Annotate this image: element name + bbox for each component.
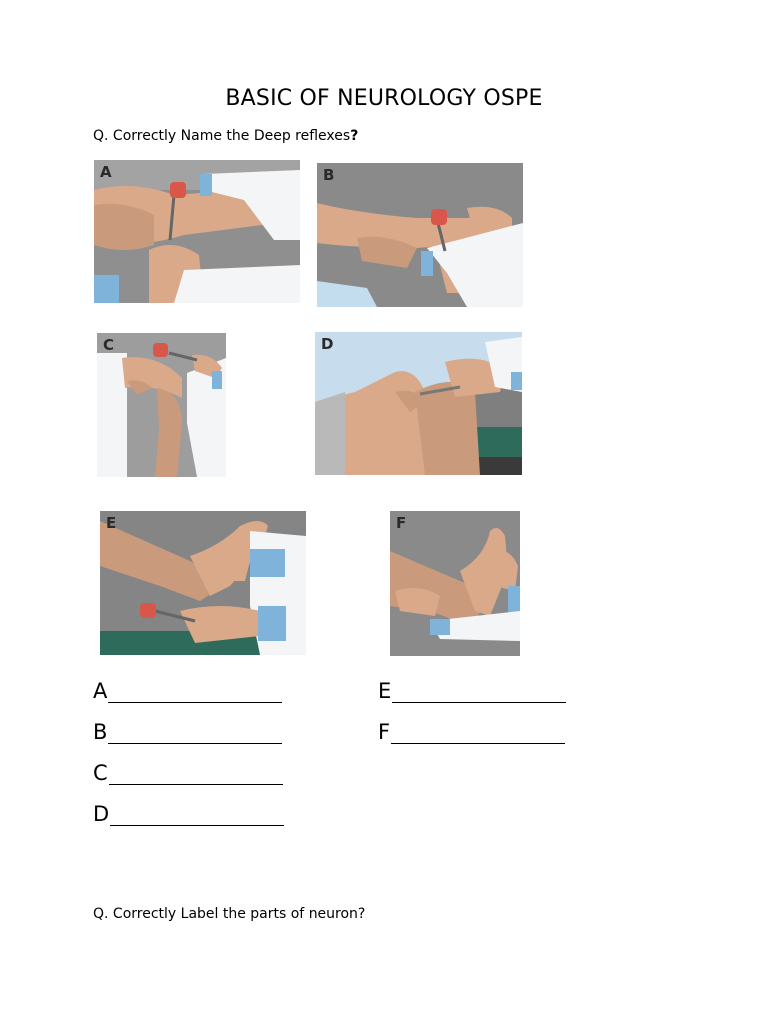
- photo-letter: F: [396, 514, 407, 532]
- photo-c-triceps-reflex: [97, 333, 226, 477]
- answer-line-f: [378, 720, 565, 744]
- question-mark: ?: [350, 128, 359, 144]
- photo-b-illustration: [317, 163, 523, 307]
- photo-letter: A: [100, 163, 112, 181]
- photo-c-illustration: [97, 333, 226, 477]
- photo-letter: D: [321, 335, 334, 353]
- question-deep-reflexes-text: Q. Correctly Name the Deep reflexes: [93, 128, 351, 144]
- photo-f-plantar-reflex: [390, 511, 520, 656]
- photo-a-biceps-reflex: [94, 160, 300, 303]
- answer-label: B: [93, 720, 108, 744]
- answer-blank[interactable]: [110, 805, 284, 826]
- photo-d-knee-reflex: [315, 332, 522, 475]
- answer-line-a: [93, 679, 282, 703]
- photo-d-illustration: [315, 332, 522, 475]
- answer-line-c: [93, 761, 283, 785]
- answer-blank[interactable]: [108, 723, 282, 744]
- answer-label: C: [93, 761, 108, 785]
- question-deep-reflexes: [93, 128, 358, 144]
- answer-blank[interactable]: [391, 723, 565, 744]
- page-title: BASIC OF NEUROLOGY OSPE: [225, 86, 543, 111]
- answer-line-b: [93, 720, 282, 744]
- answer-label: F: [378, 720, 391, 744]
- photo-b-brachioradialis-reflex: [317, 163, 523, 307]
- photo-e-ankle-reflex: [100, 511, 306, 655]
- answer-blank[interactable]: [109, 764, 283, 785]
- photo-a-illustration: [94, 160, 300, 303]
- question-neuron-parts: Q. Correctly Label the parts of neuron?: [93, 906, 366, 922]
- answer-line-d: [93, 802, 284, 826]
- answer-blank[interactable]: [108, 682, 282, 703]
- photo-f-illustration: [390, 511, 520, 656]
- answer-line-e: [378, 679, 566, 703]
- photo-letter: B: [323, 166, 335, 184]
- answer-label: A: [93, 679, 108, 703]
- photo-letter: C: [103, 336, 115, 354]
- photo-e-illustration: [100, 511, 306, 655]
- answer-blank[interactable]: [392, 682, 566, 703]
- photo-letter: E: [106, 514, 117, 532]
- answer-label: D: [93, 802, 110, 826]
- answer-label: E: [378, 679, 392, 703]
